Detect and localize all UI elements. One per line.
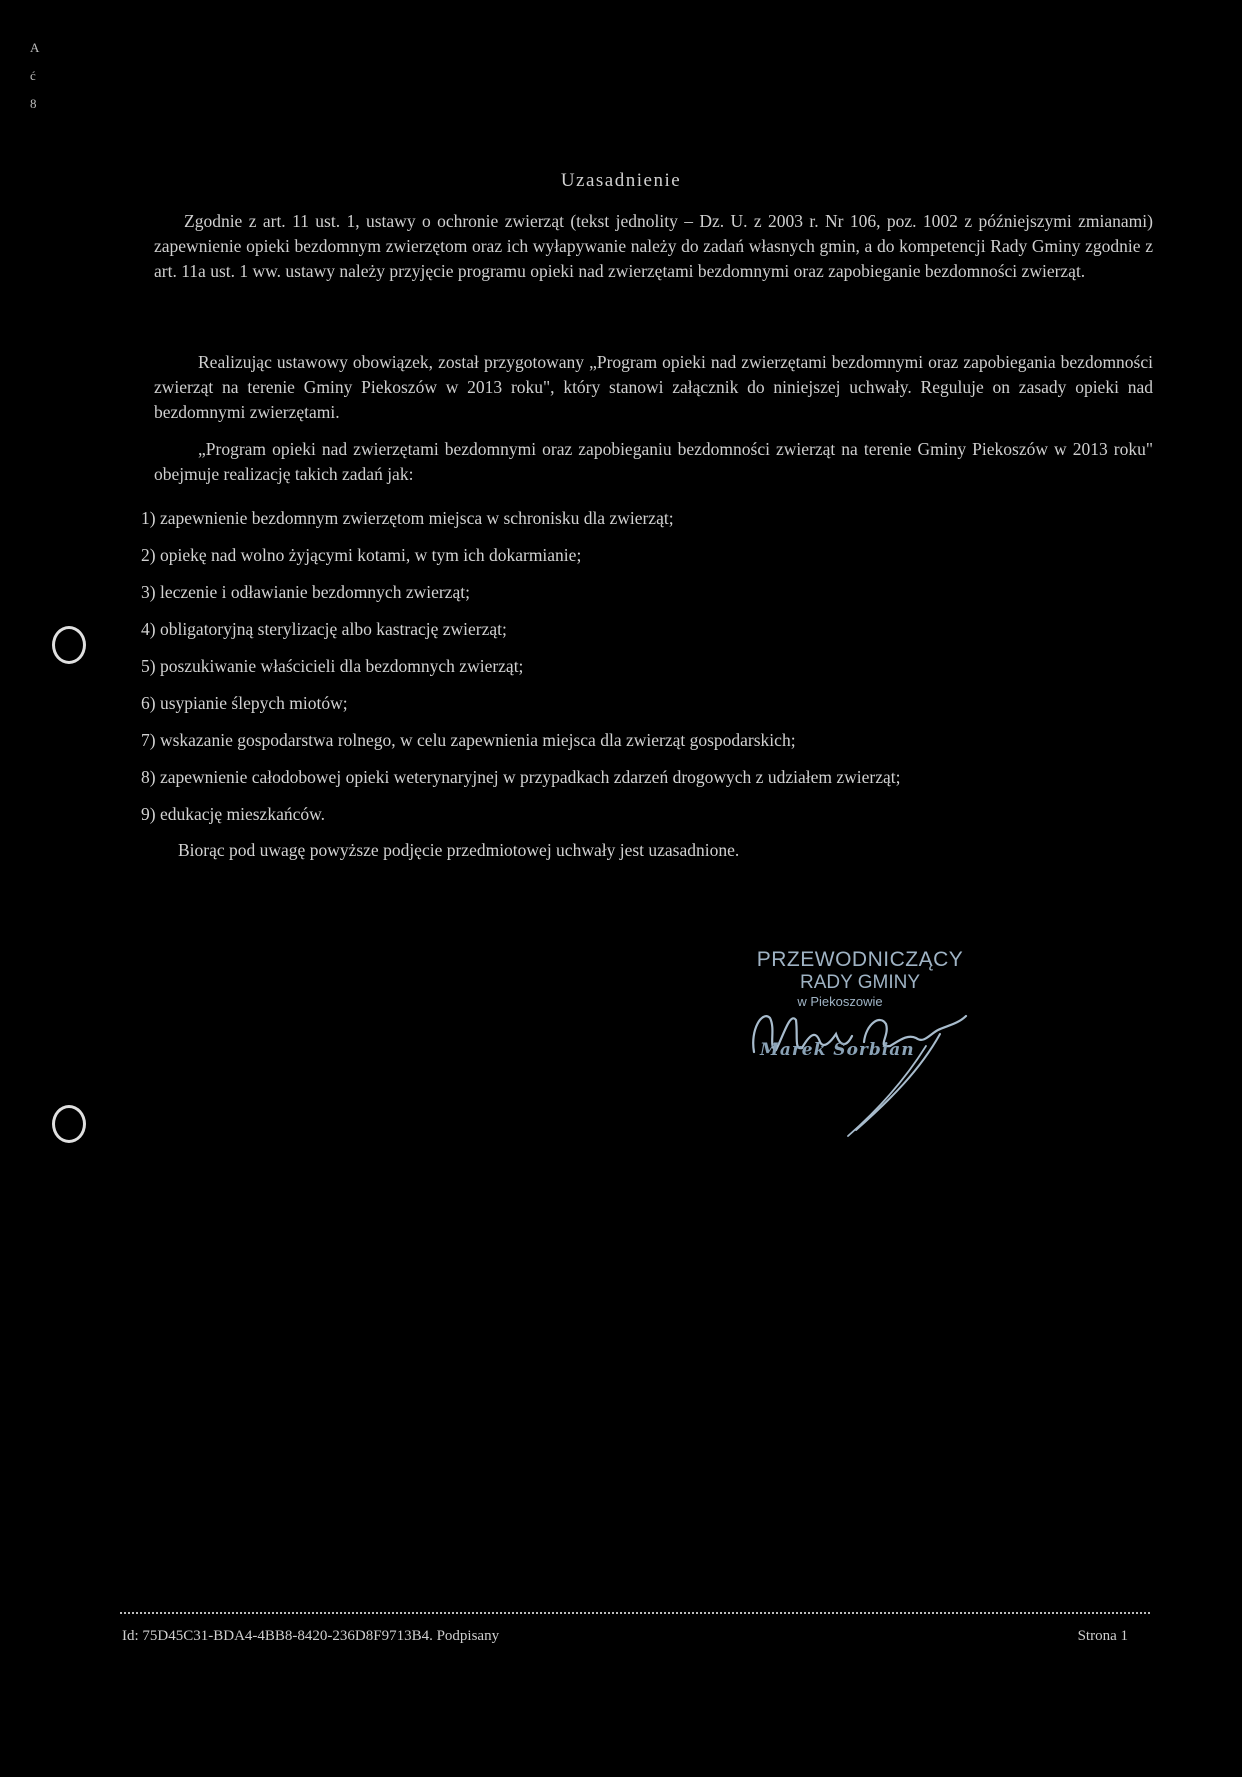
list-item: 2) opiekę nad wolno żyjącymi kotami, w tym ich dokarmianie; [141, 545, 582, 565]
footer-page-number: Strona 1 [1077, 1628, 1128, 1644]
margin-mark: ć [30, 68, 36, 83]
punch-hole [52, 1105, 86, 1143]
stamp-title: PRZEWODNICZĄCY [756, 948, 964, 971]
list-item: 4) obligatoryjną sterylizację albo kastrację zwierząt; [141, 619, 507, 639]
margin-marks [30, 34, 60, 118]
list-item: 5) poszukiwanie właścicieli dla bezdomnych zwierząt; [141, 656, 524, 676]
document-title: Uzasadnienie [560, 170, 682, 191]
stamp-name: Marek Sorbian [760, 1040, 915, 1060]
list-item: 8) zapewnienie całodobowej opieki weterynaryjnej w przypadkach zdarzeń drogowych z udziałem zwierząt; [141, 767, 901, 787]
punch-hole [52, 626, 86, 664]
list-item: 6) usypianie ślepych miotów; [141, 693, 348, 713]
task-list [141, 500, 1141, 833]
margin-mark: 8 [30, 96, 37, 111]
list-item: 7) wskazanie gospodarstwa rolnego, w celu zapewnienia miejsca dla zwierząt gospodarskich; [141, 730, 796, 750]
conclusion-text: Biorąc pod uwagę powyższe podjęcie przedmiotowej uchwały jest uzasadnione. [178, 840, 740, 860]
footer-divider [120, 1612, 1150, 1614]
paragraph-tasks-intro: „Program opieki nad zwierzętami bezdomnymi oraz zapobieganiu bezdomności zwierząt na terenie Gminy Piekoszów w 2013 roku" obejmuje realizację takich zadań jak: [154, 439, 1153, 484]
list-item: 1) zapewnienie bezdomnym zwierzętom miejsca w schronisku dla zwierząt; [141, 508, 674, 528]
footer-document-id: Id: 75D45C31-BDA4-4BB8-8420-236D8F9713B4. Podpisany [122, 1628, 500, 1644]
list-item: 9) edukację mieszkańców. [141, 804, 325, 824]
stamp-subtitle: RADY GMINY [799, 972, 920, 993]
list-item: 3) leczenie i odławianie bezdomnych zwierząt; [141, 582, 470, 602]
stamp-place: w Piekoszowie [797, 994, 883, 1009]
paragraph-program: Realizując ustawowy obowiązek, został przygotowany „Program opieki nad zwierzętami bezdomnymi oraz zapobiegania bezdomności zwierząt na terenie Gminy Piekoszów w 2013 roku", który stanowi załącznik do niniejszej uchwały. Reguluje on zasady opieki nad bezdomnymi zwierzętami. [154, 352, 1153, 422]
paragraph-legal-basis: Zgodnie z art. 11 ust. 1, ustawy o ochronie zwierząt (tekst jednolity – Dz. U. z 2003 r. Nr 106, poz. 1002 z późniejszymi zmianami) zapewnienie opieki bezdomnym zwierzętom oraz ich wyłapywanie należy do zadań własnych gmin, a do kompetencji Rady Gminy zgodnie z art. 11a ust. 1 ww. ustawy należy przyjęcie programu opieki nad zwierzętami bezdomnymi oraz zapobieganie bezdomności zwierząt. [154, 211, 1153, 281]
handwritten-signature [740, 990, 980, 1140]
margin-mark: A [30, 40, 40, 55]
